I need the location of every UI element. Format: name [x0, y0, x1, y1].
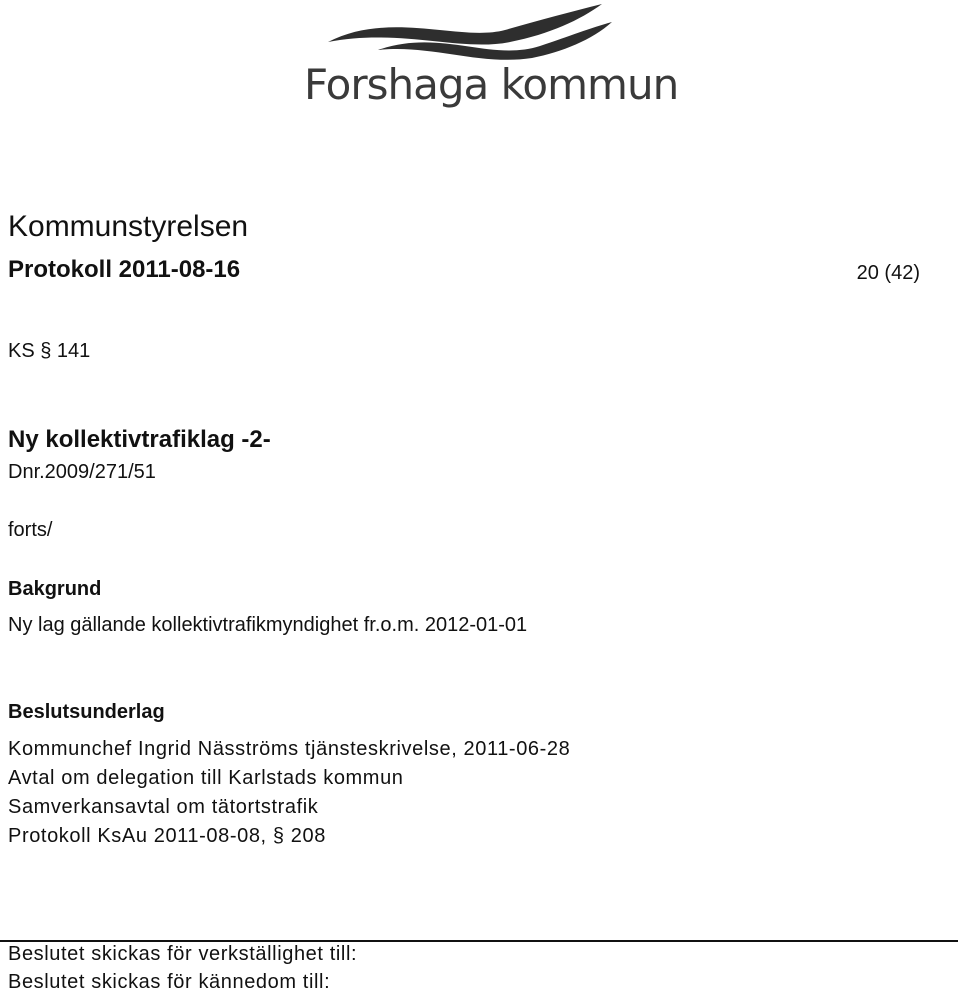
footer-divider: [0, 940, 958, 942]
continued-label: forts/: [8, 519, 53, 541]
background-heading: Bakgrund: [8, 578, 102, 600]
page-number: 20 (42): [856, 262, 920, 284]
decision-basis-item: Samverkansavtal om tätortstrafik: [8, 796, 319, 818]
decision-basis-heading: Beslutsunderlag: [8, 701, 165, 723]
decision-basis-item: Protokoll KsAu 2011-08-08, § 208: [8, 825, 326, 847]
protocol-title: Protokoll 2011-08-16: [8, 256, 241, 283]
decision-basis-item: Kommunchef Ingrid Näsströms tjänsteskrivelse, 2011-06-28: [8, 738, 571, 760]
forshaga-logo: [300, 0, 679, 115]
sent-for-execution: Beslutet skickas för verkställighet till:: [8, 943, 358, 965]
section-number: KS § 141: [8, 340, 91, 362]
logo-text: Forshaga kommun: [304, 60, 679, 109]
dnr-reference: Dnr.2009/271/51: [8, 461, 156, 483]
background-text: Ny lag gällande kollektivtrafikmyndighet fr.o.m. 2012-01-01: [8, 614, 528, 636]
item-title: Ny kollektivtrafiklag -2-: [8, 426, 271, 453]
decision-basis-item: Avtal om delegation till Karlstads kommun: [8, 767, 404, 789]
sent-for-information: Beslutet skickas för kännedom till:: [8, 971, 331, 993]
organization-title: Kommunstyrelsen: [8, 210, 249, 243]
